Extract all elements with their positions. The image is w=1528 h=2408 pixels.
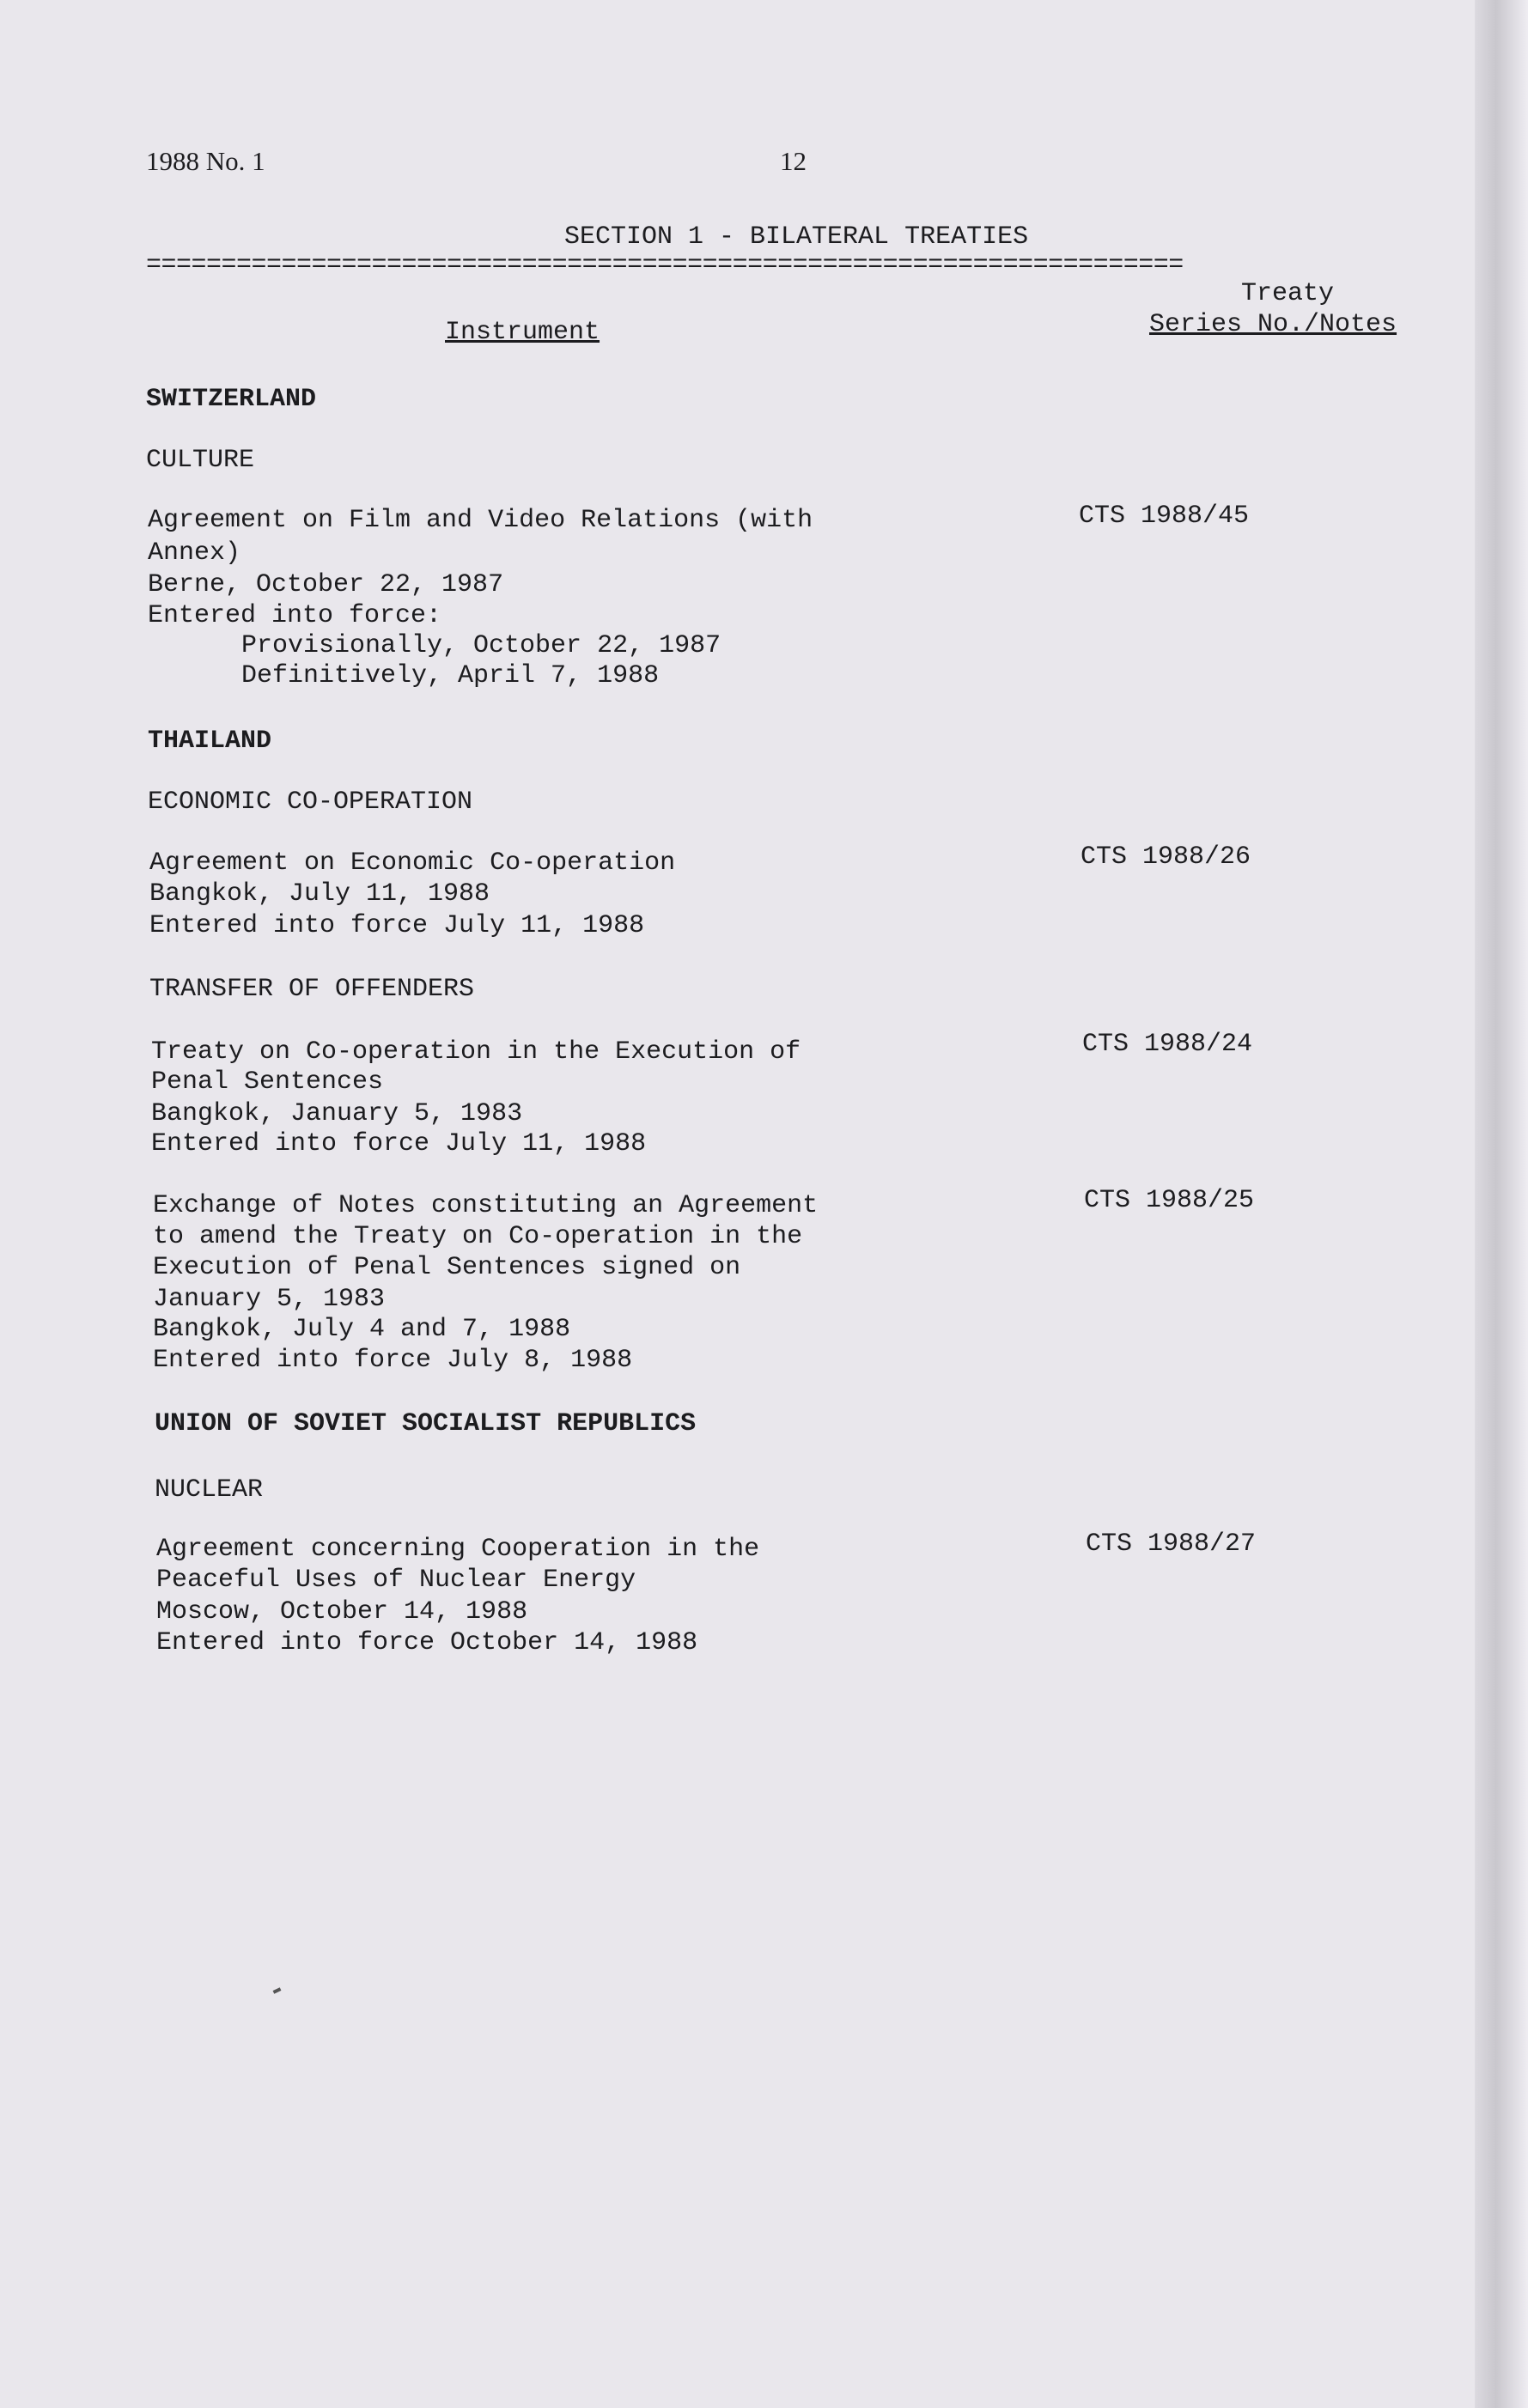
- page-edge-shadow: [1475, 0, 1528, 2408]
- entry-title-line: Agreement concerning Cooperation in the: [156, 1535, 760, 1564]
- treaty-series-number: CTS 1988/24: [1082, 1030, 1253, 1059]
- double-rule: =====================================================================: [146, 251, 1184, 280]
- entry-title-line: Exchange of Notes constituting an Agreement: [153, 1191, 819, 1220]
- entry-force: Entered into force July 11, 1988: [149, 911, 645, 940]
- country-heading: SWITZERLAND: [146, 385, 317, 414]
- subject-heading: NUCLEAR: [155, 1475, 264, 1505]
- entry-force-label: Entered into force:: [148, 601, 442, 630]
- entry-place-date: Bangkok, July 11, 1988: [149, 879, 490, 909]
- entry-title-line: to amend the Treaty on Co-operation in the: [153, 1222, 803, 1251]
- entry-force: Entered into force July 8, 1988: [153, 1346, 633, 1375]
- section-title: SECTION 1 - BILATERAL TREATIES: [564, 222, 1029, 252]
- running-header-left: 1988 No. 1: [146, 146, 265, 176]
- entry-force-definitive: Definitively, April 7, 1988: [241, 661, 660, 690]
- entry-title-line: Agreement on Film and Video Relations (with: [148, 506, 813, 535]
- treaty-series-number: CTS 1988/25: [1084, 1186, 1255, 1215]
- entry-place-date: Moscow, October 14, 1988: [156, 1597, 528, 1627]
- entry-title-line: Execution of Penal Sentences signed on: [153, 1253, 741, 1282]
- entry-title-line: January 5, 1983: [153, 1285, 386, 1314]
- treaty-series-number: CTS 1988/45: [1079, 502, 1250, 531]
- country-heading: UNION OF SOVIET SOCIALIST REPUBLICS: [155, 1409, 697, 1438]
- entry-title-line: Peaceful Uses of Nuclear Energy: [156, 1566, 636, 1595]
- treaty-series-number: CTS 1988/27: [1086, 1529, 1257, 1559]
- entry-title-line: Annex): [148, 538, 241, 568]
- subject-heading: TRANSFER OF OFFENDERS: [149, 975, 475, 1004]
- entry-title-line: Penal Sentences: [151, 1067, 384, 1097]
- entry-title-line: Treaty on Co-operation in the Execution of: [151, 1037, 801, 1067]
- country-heading: THAILAND: [148, 727, 272, 756]
- entry-force-provisional: Provisionally, October 22, 1987: [241, 631, 721, 660]
- subject-heading: ECONOMIC CO-OPERATION: [148, 787, 473, 817]
- subject-heading: CULTURE: [146, 446, 255, 475]
- entry-place-date: Berne, October 22, 1987: [148, 570, 504, 599]
- page-number: 12: [780, 146, 807, 176]
- column-header-treaty: Treaty: [1241, 279, 1335, 308]
- entry-title-line: Agreement on Economic Co-operation: [149, 848, 676, 878]
- entry-force: Entered into force October 14, 1988: [156, 1628, 698, 1657]
- column-header-instrument: Instrument: [445, 318, 600, 347]
- paper-speck: [273, 1987, 282, 1993]
- column-header-series-notes: Series No./Notes: [1149, 310, 1397, 339]
- entry-force: Entered into force July 11, 1988: [151, 1129, 647, 1158]
- entry-place-date: Bangkok, July 4 and 7, 1988: [153, 1315, 571, 1344]
- treaty-series-number: CTS 1988/26: [1081, 842, 1251, 872]
- entry-place-date: Bangkok, January 5, 1983: [151, 1099, 523, 1128]
